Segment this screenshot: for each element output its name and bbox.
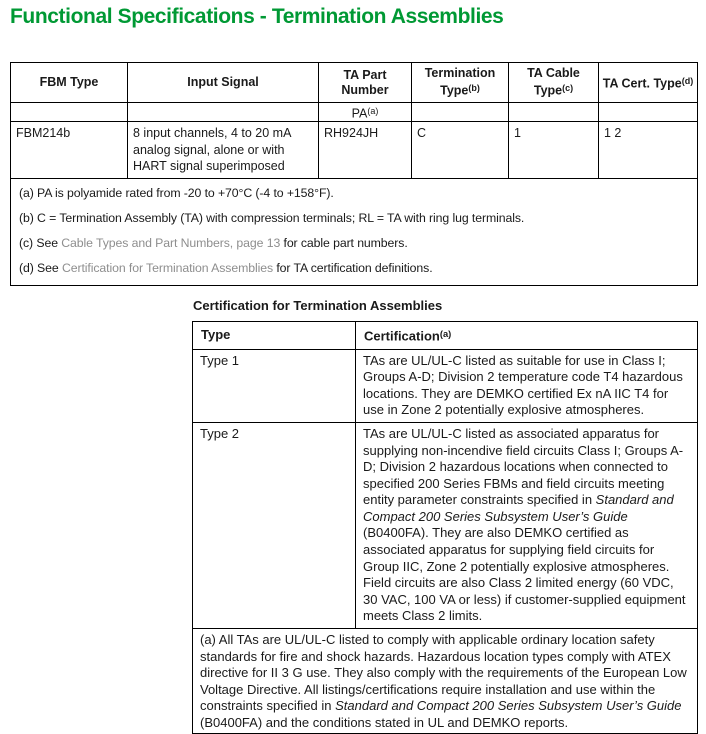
page-title: Functional Specifications - Termination Assemblies bbox=[10, 5, 504, 28]
input-signal-cell: 8 input channels, 4 to 20 mA analog signal, alone or with HART signal superimposed bbox=[128, 122, 319, 179]
cert-row-type-2 bbox=[193, 422, 698, 628]
cross-reference-link[interactable]: Cable Types and Part Numbers, page 13 bbox=[61, 236, 281, 251]
empty-cell bbox=[509, 103, 599, 122]
spec-table-header-row bbox=[11, 63, 698, 103]
type-cell: Type 2 bbox=[193, 422, 356, 628]
empty-cell bbox=[599, 103, 698, 122]
footnote-c: (c) See Cable Types and Part Numbers, page 13 for cable part numbers. bbox=[19, 236, 408, 251]
col-header-ta-cert-type: TA Cert. Type$^{(d)}$ bbox=[599, 63, 698, 103]
material-row bbox=[11, 103, 698, 122]
col-header-fbm-type: FBM Type bbox=[11, 63, 128, 103]
col-header-ta-cable-type: TA Cable Type$^{(c)}$ bbox=[509, 63, 599, 103]
cert-footnote-row bbox=[193, 629, 698, 734]
termination-type-cell: C bbox=[412, 122, 509, 179]
certification-cell: TAs are UL/UL-C listed as suitable for use in Class I; Groups A-D; Division 2 temperature code T4 hazardous locations. They are DEMKO certified Ex nA IIC T4 for use in Zone 2 potentially explosive atmospheres. bbox=[356, 349, 698, 422]
col-header-termination-type: Termination Type$^{(b)}$ bbox=[412, 63, 509, 103]
ta-cable-type-cell: 1 bbox=[509, 122, 599, 179]
empty-cell bbox=[412, 103, 509, 122]
cert-footnote: (a) All TAs are UL/UL-C listed to comply with applicable ordinary location safety standards for fire and shock hazards. Hazardous location types comply with ATEX directive for II 3 G use. They also comply with the requirements of the European Low Voltage Directive. All listings/certifications require installation and use within the constraints specified in Standard and Compact 200 Series Subsystem User’s Guide (B0400FA) and the conditions stated in UL and DEMKO reports. bbox=[193, 629, 698, 734]
spec-footnotes-row bbox=[11, 179, 698, 286]
ta-part-number-cell: RH924JH bbox=[319, 122, 412, 179]
fbm-type-cell: FBM214b bbox=[11, 122, 128, 179]
col-header-input-signal: Input Signal bbox=[128, 63, 319, 103]
certification-table bbox=[192, 321, 698, 734]
footnote-b: (b) C = Termination Assembly (TA) with compression terminals; RL = TA with ring lug terminals. bbox=[19, 211, 525, 226]
empty-cell bbox=[11, 103, 128, 122]
col-header-ta-part-number: TA Part Number bbox=[319, 63, 412, 103]
type-cell: Type 1 bbox=[193, 349, 356, 422]
functional-spec-table bbox=[10, 62, 698, 286]
ta-cert-type-cell: 1 2 bbox=[599, 122, 698, 179]
ta-material-cell: PA$^{(a)}$ bbox=[319, 103, 412, 122]
cross-reference-link[interactable]: Certification for Termination Assemblies bbox=[61, 261, 274, 276]
spec-footnotes bbox=[11, 179, 698, 286]
cert-row-type-1 bbox=[193, 349, 698, 422]
col-header-certification: Certification$^{(a)}$ bbox=[356, 322, 698, 350]
footnote-d: (d) See Certification for Termination Assemblies for TA certification definitions. bbox=[19, 261, 433, 276]
col-header-type: Type bbox=[193, 322, 356, 350]
cert-table-header-row bbox=[193, 322, 698, 350]
cert-table-title: Certification for Termination Assemblies bbox=[193, 298, 443, 313]
empty-cell bbox=[128, 103, 319, 122]
spec-row-fbm214b bbox=[11, 122, 698, 179]
certification-cell: TAs are UL/UL-C listed as associated apparatus for supplying non-incendive field circuits Class I; Groups A-D; Division 2 hazardous locations when connected to specified 200 Series FBMs and field circuits meeting entity parameter constraints specified in Standard and Compact 200 Series Subsystem User’s Guide (B0400FA). They are also DEMKO certified as associated apparatus for supplying field circuits for Group IIC, Zone 2 potentially explosive atmospheres. Field circuits are also Class 2 limited energy (60 VDC, 30 VAC, 100 VA or less) if customer-supplied equipment meets Class 2 limits. bbox=[356, 422, 698, 628]
footnote-a: (a) PA is polyamide rated from -20 to +70°C (-4 to +158°F). bbox=[19, 186, 334, 201]
